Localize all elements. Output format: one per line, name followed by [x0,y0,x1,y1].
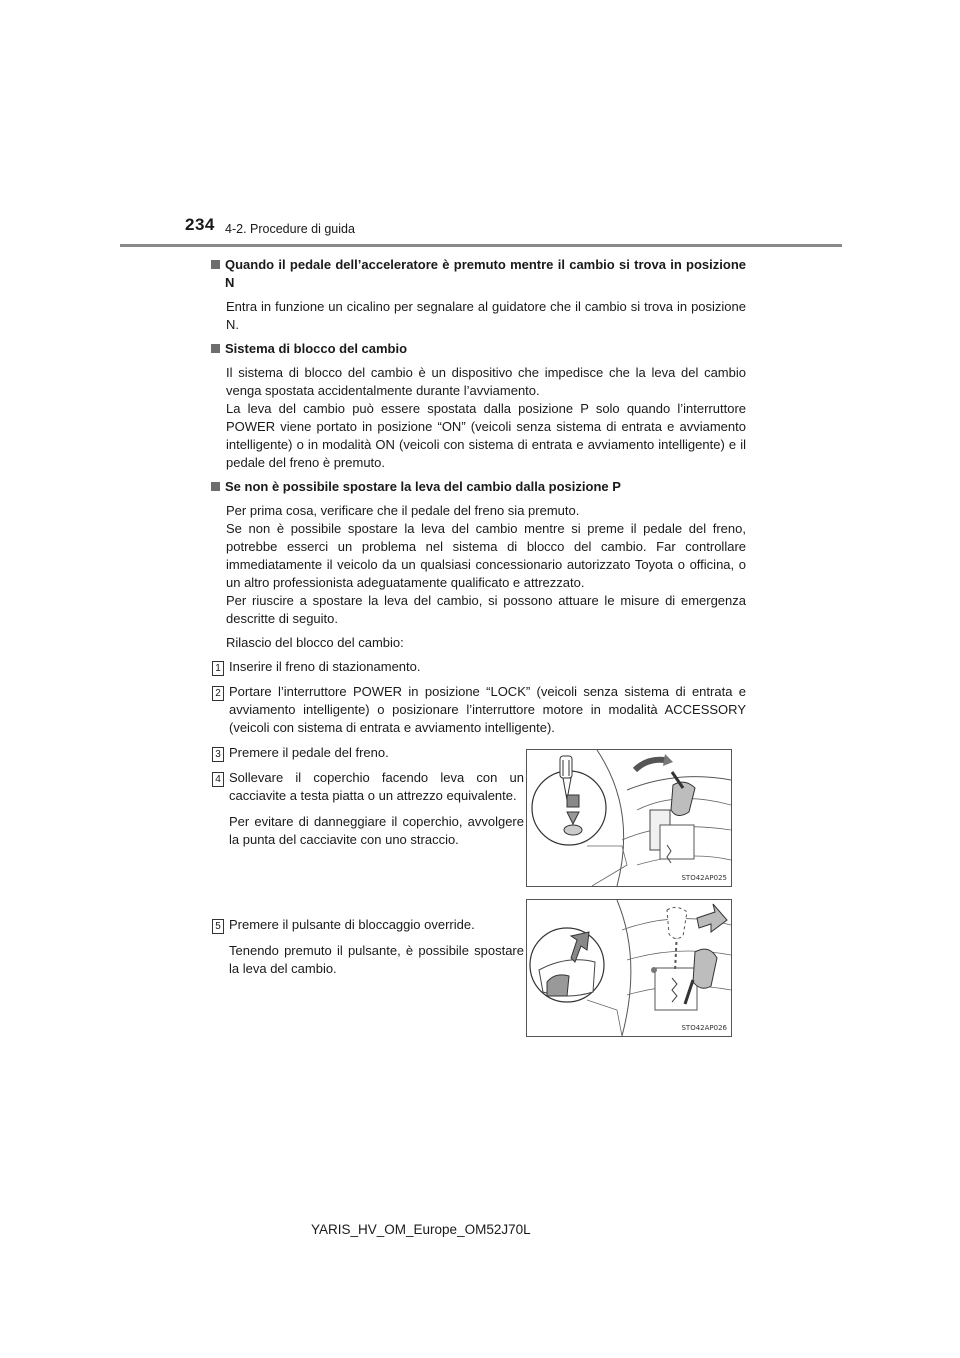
document-footer: YARIS_HV_OM_Europe_OM52J70L [311,1222,531,1237]
square-bullet-icon [211,344,220,353]
step-number: 5 [212,919,224,934]
override-button-illustration [527,900,731,1036]
square-bullet-icon [211,260,220,269]
square-bullet-icon [211,482,220,491]
paragraph: Entra in funzione un cicalino per segnalare al guidatore che il cambio si trova in posizione N. [226,299,746,332]
paragraph: Rilascio del blocco del cambio: [226,635,404,650]
step-2: 2 Portare l’interruttore POWER in posizione “LOCK” (veicoli senza sistema di entrata e avviamento intelligente) o posizionare l’interruttore motore in modalità ACCESSORY (veicoli con sistema di entrata e avviamento intelligente). [211,683,746,737]
step-number: 2 [212,686,224,701]
step-5: 5 Premere il pulsante di bloccaggio override. Tenendo premuto il pulsante, è possibile spostare la leva del cambio. [211,916,746,978]
step-number: 3 [212,747,224,762]
step-number: 1 [212,661,224,676]
step-1: 1 Inserire il freno di stazionamento. [211,658,746,676]
section-title: 4-2. Procedure di guida [225,222,355,236]
illustration-pry-cover [526,749,732,887]
heading-cannot-shift-from-p: Se non è possibile spostare la leva del cambio dalla posizione P [211,478,746,496]
heading-shift-lock-system: Sistema di blocco del cambio [211,340,746,358]
figure-caption: STO42AP025 [681,874,727,882]
step-number: 4 [212,772,224,787]
page-number: 234 [185,215,215,234]
step-4: 4 Sollevare il coperchio facendo leva con un cacciavite a testa piatta o un attrezzo equivalente. Per evitare di danneggiare il coperchio, avvolgere la punta del cacciavite con uno straccio. [211,769,746,909]
header-rule [120,244,842,247]
step-3: 3 Premere il pedale del freno. [211,744,746,762]
illustration-press-override [526,899,732,1037]
paragraph: Il sistema di blocco del cambio è un dispositivo che impedisce che la leva del cambio venga spostata accidentalmente durante l’avviamento. La leva del cambio può essere spostata dalla posizione P solo quando l’interruttore POWER viene portato in posizione “ON” (veicoli senza sistema di entrata e avviamento intelligente) o in modalità ON (veicoli con sistema di entrata e avviamento intelligente) e il pedale del freno è premuto. [226,365,746,470]
screwdriver-pry-illustration [527,750,731,886]
figure-caption: STO42AP026 [681,1024,727,1032]
heading-neutral-accelerator: Quando il pedale dell’acceleratore è premuto mentre il cambio si trova in posizione N [211,256,746,292]
paragraph: Per prima cosa, verificare che il pedale del freno sia premuto. Se non è possibile spostare la leva del cambio mentre si preme il pedale del freno, potrebbe esserci un problema nel sistema di blocco del cambio. Far controllare immediatamente il veicolo da un qualsiasi concessionario autorizzato Toyota o officina, o un altro professionista adeguatamente qualificato e attrezzato. Per riuscire a spostare la leva del cambio, si possono attuare le misure di emergenza descritte di seguito. [226,503,746,626]
